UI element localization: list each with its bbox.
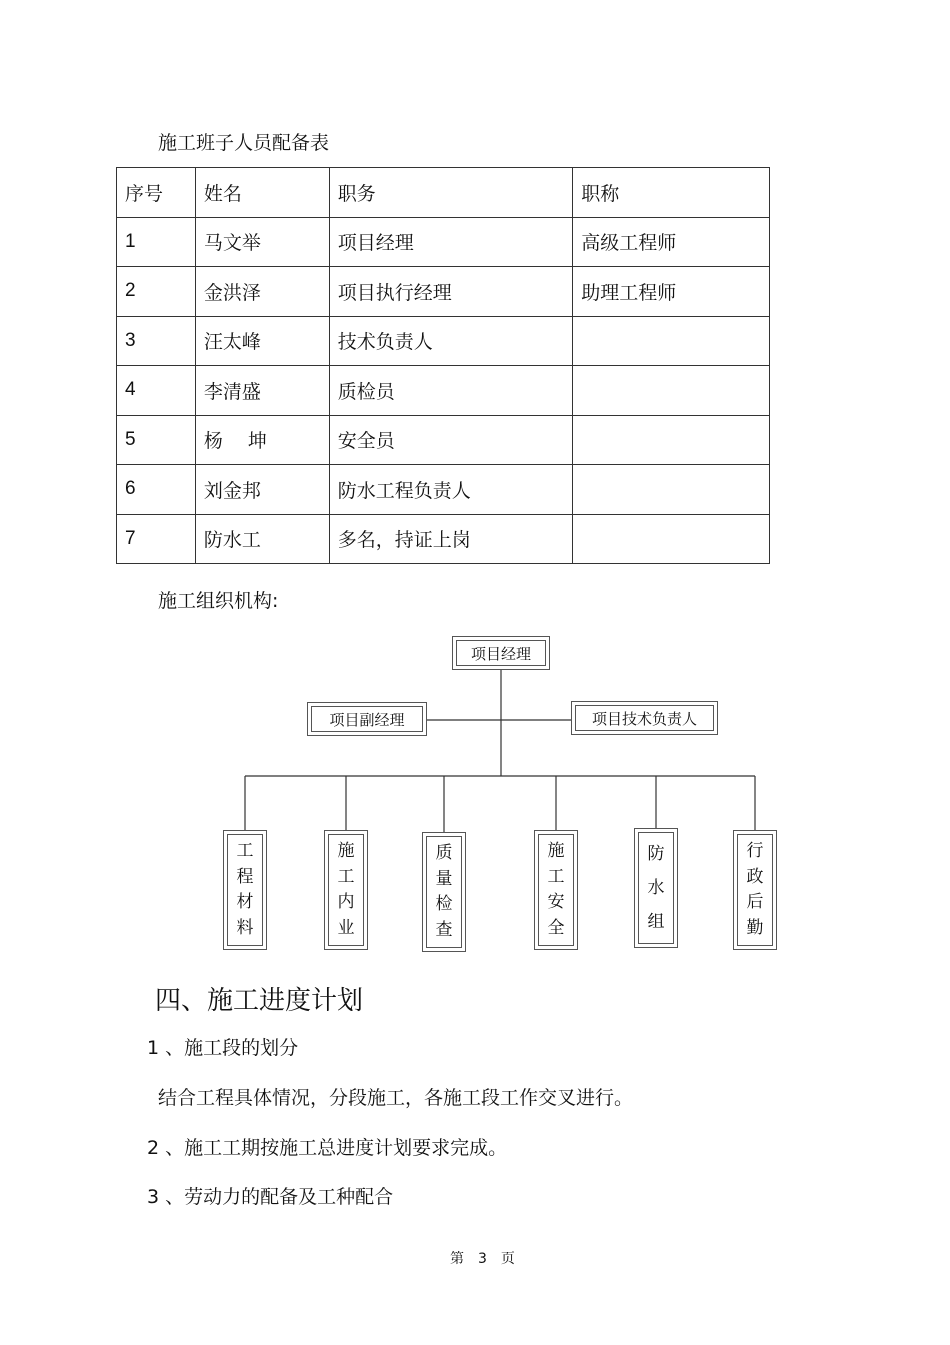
table-cell: 刘金邦	[195, 465, 329, 515]
org-node-char: 检	[435, 894, 453, 915]
org-node-char: 查	[435, 919, 453, 940]
org-node-char: 政	[746, 866, 764, 887]
org-node-char: 行	[746, 841, 764, 862]
table-cell: 汪太峰	[195, 316, 329, 366]
table-cell: 防水工	[195, 514, 329, 564]
org-node-label: 项目副经理	[311, 706, 423, 732]
org-node-label	[227, 834, 263, 946]
org-node-char: 量	[435, 868, 453, 889]
table-cell: 4	[117, 366, 196, 416]
org-node-char: 内	[337, 892, 355, 913]
table-cell: 项目经理	[329, 217, 573, 267]
org-node-label	[328, 834, 364, 946]
paragraph-1: 1 、施工段的划分	[147, 1037, 299, 1059]
org-node-label	[426, 836, 462, 948]
table-cell: 质检员	[329, 366, 573, 416]
org-node-label: 项目经理	[456, 640, 546, 666]
org-node-logistics	[733, 830, 777, 950]
section-title: 四、施工进度计划	[155, 986, 364, 1016]
header-cell: 职务	[329, 168, 573, 218]
org-node-deputy	[307, 702, 427, 736]
paragraph-4: 3 、劳动力的配备及工种配合	[147, 1186, 394, 1208]
org-node-waterproof	[634, 828, 678, 948]
table-cell: 1	[117, 217, 196, 267]
org-node-tech-lead	[571, 701, 718, 735]
org-node-internal	[324, 830, 368, 950]
table-cell: 项目执行经理	[329, 267, 573, 317]
org-node-char: 组	[647, 911, 665, 932]
org-node-char: 业	[337, 917, 355, 938]
org-node-char: 施	[337, 841, 355, 862]
table-cell: 2	[117, 267, 196, 317]
org-node-materials	[223, 830, 267, 950]
org-node-char: 工	[236, 841, 254, 862]
table-cell: 高级工程师	[573, 217, 770, 267]
table-cell: 马文举	[195, 217, 329, 267]
org-node-quality	[422, 832, 466, 952]
org-node-safety	[534, 830, 578, 950]
org-node-char: 后	[746, 892, 764, 913]
org-node-char: 施	[547, 841, 565, 862]
org-node-char: 工	[337, 866, 355, 887]
table-cell: 杨 坤	[195, 415, 329, 465]
table-cell: 7	[117, 514, 196, 564]
org-node-char: 水	[647, 877, 665, 898]
org-node-manager	[452, 636, 550, 670]
org-node-label	[538, 834, 574, 946]
org-node-label	[737, 834, 773, 946]
table-cell: 助理工程师	[573, 267, 770, 317]
table-cell: 5	[117, 415, 196, 465]
paragraph-3: 2 、施工工期按施工总进度计划要求完成。	[147, 1137, 508, 1159]
table-cell: 6	[117, 465, 196, 515]
org-node-char: 质	[435, 843, 453, 864]
table-cell: 技术负责人	[329, 316, 573, 366]
table-cell: 防水工程负责人	[329, 465, 573, 515]
org-node-char: 安	[547, 892, 565, 913]
table-cell: 3	[117, 316, 196, 366]
table-cell: 安全员	[329, 415, 573, 465]
table-caption: 施工班子人员配备表	[158, 132, 330, 154]
org-node-char: 全	[547, 917, 565, 938]
org-node-char: 材	[236, 892, 254, 913]
org-caption: 施工组织机构:	[158, 590, 279, 612]
org-node-label: 项目技术负责人	[575, 705, 714, 731]
header-cell: 职称	[573, 168, 770, 218]
table-cell: 金洪泽	[195, 267, 329, 317]
org-node-char: 工	[547, 866, 565, 887]
page-footer: 第 3 页	[450, 1251, 515, 1267]
table-cell: 多名，持证上岗	[329, 514, 573, 564]
header-cell: 序号	[117, 168, 196, 218]
org-node-char: 勤	[746, 917, 764, 938]
header-cell: 姓名	[195, 168, 329, 218]
org-node-label	[638, 832, 674, 944]
org-node-char: 料	[236, 917, 254, 938]
org-node-char: 防	[647, 843, 665, 864]
table-cell: 李清盛	[195, 366, 329, 416]
paragraph-2: 结合工程具体情况，分段施工，各施工段工作交叉进行。	[158, 1087, 634, 1109]
org-node-char: 程	[236, 866, 254, 887]
